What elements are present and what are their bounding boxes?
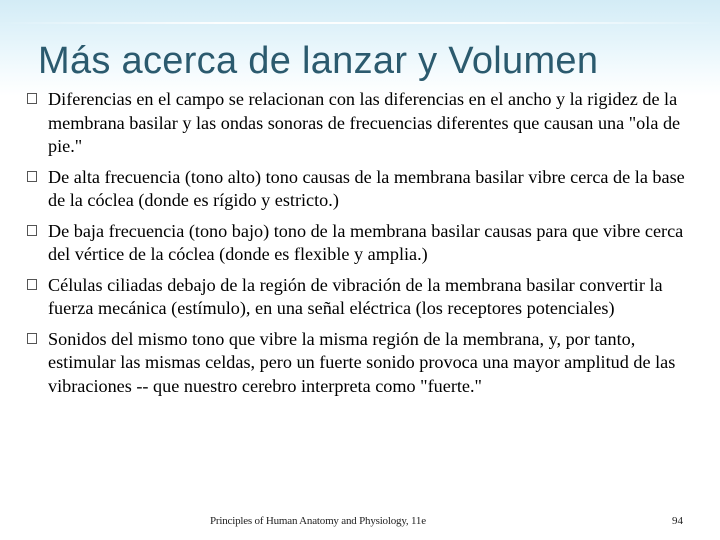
square-bullet-icon [27, 225, 37, 236]
bullet-list [26, 88, 702, 405]
square-bullet-icon [27, 93, 37, 104]
bullet-item [26, 328, 702, 399]
square-bullet-icon [27, 279, 37, 290]
slide-title: Más acerca de lanzar y Volumen [38, 40, 599, 82]
bullet-text: Sonidos del mismo tono que vibre la misma región de la membrana, y, por tanto, estimular las mismas celdas, pero un fuerte sonido provoca una mayor amplitud de las vibraciones -- que nuestro cerebro interpreta como "fuerte." [48, 328, 676, 396]
bullet-item [26, 166, 702, 213]
bullet-item [26, 88, 702, 159]
bullet-text: De alta frecuencia (tono alto) tono causas de la membrana basilar vibre cerca de la base de la cóclea (donde es rígido y estricto.) [48, 166, 685, 210]
square-bullet-icon [27, 333, 37, 344]
bullet-text: Diferencias en el campo se relacionan con las diferencias en el ancho y la rigidez de la membrana basilar y las ondas sonoras de frecuencias diferentes que causan una "ola de pie." [48, 89, 681, 156]
page-number: 94 [672, 515, 683, 527]
footer-citation: Principles of Human Anatomy and Physiology, 11e [210, 515, 426, 527]
bullet-text: De baja frecuencia (tono bajo) tono de la membrana basilar causas para que vibre cerca del vértice de la cóclea (donde es flexible y amplia.) [48, 220, 684, 264]
header-highlight-line [0, 22, 720, 24]
bullet-item [26, 220, 702, 267]
bullet-text: Células ciliadas debajo de la región de vibración de la membrana basilar convertir la fuerza mecánica (estímulo), en una señal eléctrica (los receptores potenciales) [48, 274, 663, 318]
bullet-item [26, 274, 702, 321]
square-bullet-icon [27, 171, 37, 182]
